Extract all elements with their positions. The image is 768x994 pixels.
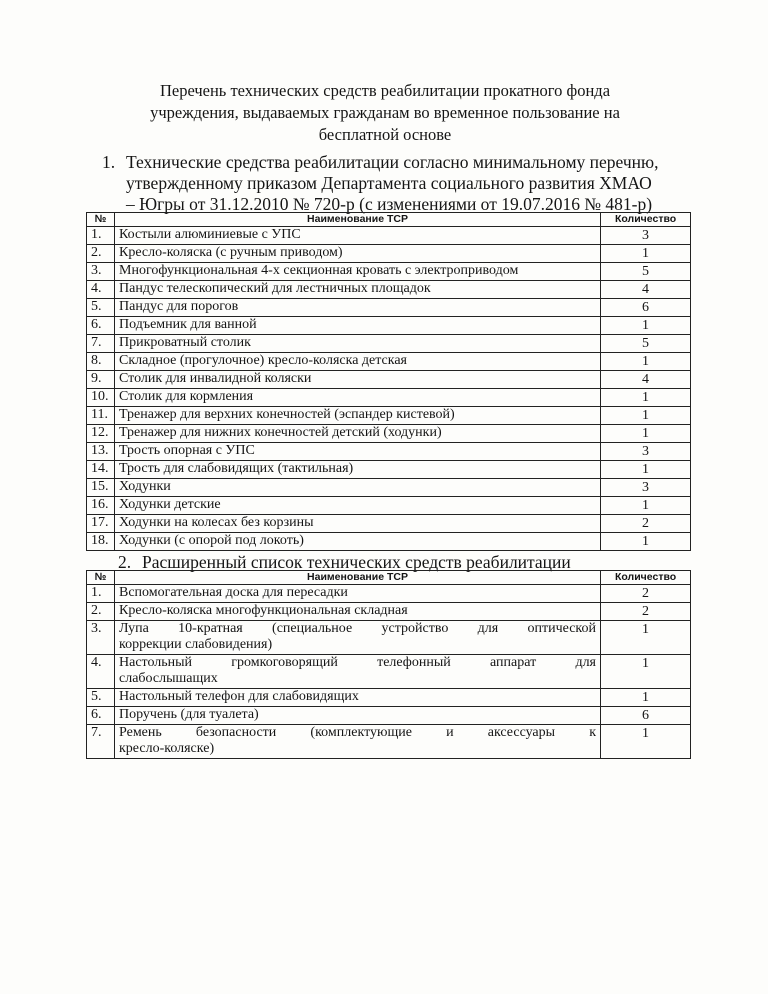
row-name: Тренажер для верхних конечностей (эспандер кистевой) — [115, 407, 601, 425]
row-name: Пандус для порогов — [115, 299, 601, 317]
table-row — [87, 407, 691, 425]
section-1-heading — [102, 152, 700, 215]
row-name: Многофункциональная 4-х секционная кровать с электроприводом — [115, 263, 601, 281]
row-num: 8. — [87, 353, 115, 371]
table-row — [87, 245, 691, 263]
row-name: Настольный телефон для слабовидящих — [115, 689, 601, 707]
row-num: 11. — [87, 407, 115, 425]
row-qty: 2 — [601, 585, 691, 603]
row-qty: 5 — [601, 335, 691, 353]
table-row — [87, 389, 691, 407]
row-qty: 1 — [601, 621, 691, 655]
header-name: Наименование ТСР — [115, 571, 601, 585]
row-name: Трость опорная с УПС — [115, 443, 601, 461]
row-qty: 3 — [601, 443, 691, 461]
row-qty: 1 — [601, 655, 691, 689]
row-num: 4. — [87, 655, 115, 689]
row-qty: 4 — [601, 371, 691, 389]
row-qty: 6 — [601, 707, 691, 725]
table-minimal-list — [86, 212, 691, 551]
row-name: Складное (прогулочное) кресло-коляска детская — [115, 353, 601, 371]
header-num: № — [87, 571, 115, 585]
row-num: 15. — [87, 479, 115, 497]
table-row — [87, 227, 691, 245]
row-num: 4. — [87, 281, 115, 299]
row-qty: 4 — [601, 281, 691, 299]
table-row — [87, 371, 691, 389]
row-num: 10. — [87, 389, 115, 407]
row-name: Ходунки детские — [115, 497, 601, 515]
row-name — [115, 655, 601, 689]
row-name: Поручень (для туалета) — [115, 707, 601, 725]
table-row — [87, 603, 691, 621]
table-row — [87, 299, 691, 317]
row-qty: 2 — [601, 515, 691, 533]
row-qty: 1 — [601, 245, 691, 263]
row-name: Костыли алюминиевые с УПС — [115, 227, 601, 245]
table-row — [87, 515, 691, 533]
table-row — [87, 497, 691, 515]
row-qty: 1 — [601, 533, 691, 551]
row-name-line-1: Лупа 10-кратная (специальное устройство для оптической — [119, 621, 596, 636]
table-row — [87, 263, 691, 281]
row-num: 2. — [87, 603, 115, 621]
row-qty: 1 — [601, 425, 691, 443]
row-qty: 3 — [601, 479, 691, 497]
table-row — [87, 533, 691, 551]
table-row — [87, 335, 691, 353]
row-num: 6. — [87, 707, 115, 725]
table-row — [87, 425, 691, 443]
row-name-line-2: коррекции слабовидения) — [119, 637, 273, 652]
row-num: 17. — [87, 515, 115, 533]
header-qty: Количество — [601, 213, 691, 227]
row-num: 3. — [87, 263, 115, 281]
table-row — [87, 621, 691, 655]
row-qty: 1 — [601, 407, 691, 425]
row-name: Подъемник для ванной — [115, 317, 601, 335]
row-qty: 1 — [601, 389, 691, 407]
table-extended-list — [86, 570, 691, 759]
row-qty: 1 — [601, 725, 691, 759]
row-name-line-1: Настольный громкоговорящий телефонный аппарат для — [119, 655, 596, 670]
section-1-line-2: утвержденному приказом Департамента социального развития ХМАО — [126, 173, 652, 193]
table-row — [87, 443, 691, 461]
row-num: 5. — [87, 299, 115, 317]
row-name-line-2: кресло-коляске) — [119, 741, 215, 756]
table-row — [87, 689, 691, 707]
document-title — [110, 80, 660, 146]
section-1-number: 1. — [102, 152, 116, 172]
row-qty: 6 — [601, 299, 691, 317]
row-name — [115, 621, 601, 655]
table-row — [87, 655, 691, 689]
table-row — [87, 317, 691, 335]
table-row — [87, 461, 691, 479]
row-name: Ходунки (с опорой под локоть) — [115, 533, 601, 551]
row-name: Трость для слабовидящих (тактильная) — [115, 461, 601, 479]
row-qty: 5 — [601, 263, 691, 281]
table-row — [87, 479, 691, 497]
row-name: Ходунки — [115, 479, 601, 497]
title-line-1: Перечень технических средств реабилитации прокатного фонда — [159, 81, 611, 100]
table-row — [87, 585, 691, 603]
row-num: 5. — [87, 689, 115, 707]
table-row — [87, 725, 691, 759]
row-qty: 1 — [601, 689, 691, 707]
row-num: 2. — [87, 245, 115, 263]
row-num: 1. — [87, 585, 115, 603]
row-name — [115, 725, 601, 759]
header-num: № — [87, 213, 115, 227]
row-num: 1. — [87, 227, 115, 245]
row-name-line-1: Ремень безопасности (комплектующие и аксессуары к — [119, 725, 596, 740]
row-num: 16. — [87, 497, 115, 515]
row-num: 12. — [87, 425, 115, 443]
title-line-2: учреждения, выдаваемых гражданам во временное пользование на — [150, 103, 620, 122]
row-qty: 2 — [601, 603, 691, 621]
row-num: 13. — [87, 443, 115, 461]
row-name: Тренажер для нижних конечностей детский (ходунки) — [115, 425, 601, 443]
row-num: 18. — [87, 533, 115, 551]
table-row — [87, 281, 691, 299]
row-num: 7. — [87, 725, 115, 759]
row-name: Прикроватный столик — [115, 335, 601, 353]
section-2-number: 2. — [118, 552, 132, 572]
section-1-line-3: – Югры от 31.12.2010 № 720-р (с изменениями от 19.07.2016 № 481-р) — [126, 194, 653, 214]
row-name: Кресло-коляска многофункциональная складная — [115, 603, 601, 621]
row-name: Кресло-коляска (с ручным приводом) — [115, 245, 601, 263]
row-name: Ходунки на колесах без корзины — [115, 515, 601, 533]
row-num: 3. — [87, 621, 115, 655]
header-name: Наименование ТСР — [115, 213, 601, 227]
row-name: Столик для кормления — [115, 389, 601, 407]
table-header-row — [87, 213, 691, 227]
section-1-line-1: Технические средства реабилитации согласно минимальному перечню, — [126, 152, 659, 172]
row-name-line-2: слабослышащих — [119, 671, 218, 686]
row-name: Пандус телескопический для лестничных площадок — [115, 281, 601, 299]
table-header-row — [87, 571, 691, 585]
row-qty: 1 — [601, 497, 691, 515]
row-qty: 1 — [601, 353, 691, 371]
row-qty: 3 — [601, 227, 691, 245]
row-num: 9. — [87, 371, 115, 389]
title-line-3: бесплатной основе — [318, 125, 452, 144]
row-name: Вспомогательная доска для пересадки — [115, 585, 601, 603]
row-num: 6. — [87, 317, 115, 335]
row-num: 14. — [87, 461, 115, 479]
row-num: 7. — [87, 335, 115, 353]
section-2-text: Расширенный список технических средств реабилитации — [142, 552, 571, 572]
table-row — [87, 353, 691, 371]
row-qty: 1 — [601, 317, 691, 335]
table-row — [87, 707, 691, 725]
row-name: Столик для инвалидной коляски — [115, 371, 601, 389]
header-qty: Количество — [601, 571, 691, 585]
row-qty: 1 — [601, 461, 691, 479]
